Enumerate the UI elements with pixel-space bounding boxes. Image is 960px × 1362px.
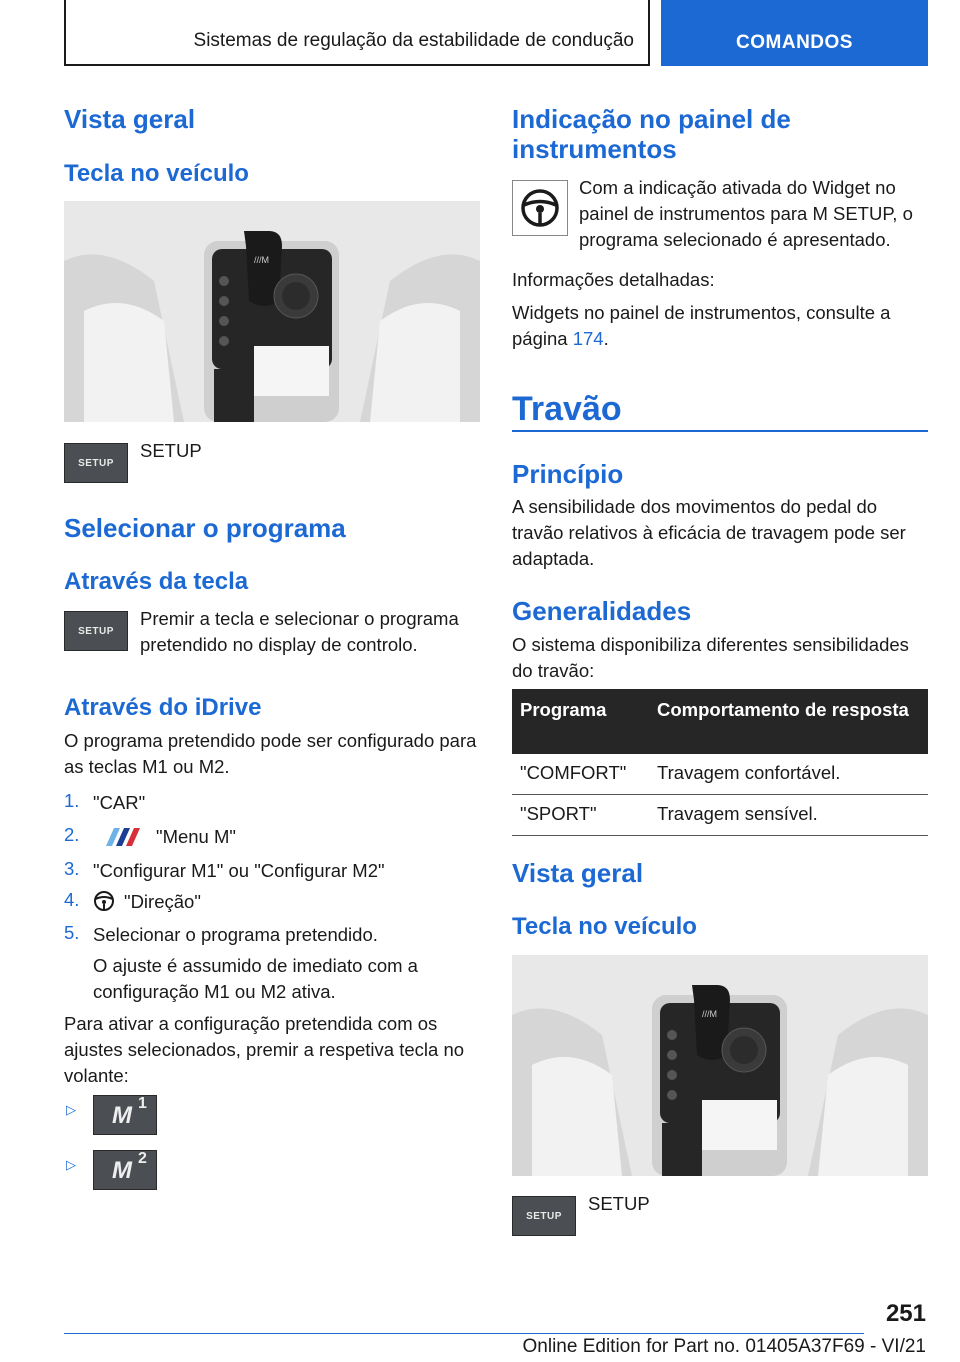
- steering-wheel-icon: [93, 890, 115, 912]
- step-number: 4.: [64, 889, 80, 910]
- table-cell: Travagem confortável.: [649, 754, 928, 795]
- table-cell: "COMFORT": [512, 754, 649, 795]
- via-key-text: Premir a tecla e selecionar o programa pretendido no display de controlo.: [140, 608, 459, 655]
- step-text: Selecionar o programa pretendido.: [93, 924, 378, 945]
- console-image: [64, 201, 480, 422]
- header-title-box: [64, 0, 650, 66]
- setup-key-label-2: SETUP: [78, 625, 114, 637]
- setup-key-icon: [64, 443, 128, 483]
- m1-button-icon: [93, 1095, 157, 1135]
- via-idrive-heading: Através do iDrive: [64, 694, 262, 721]
- footer-edition: Online Edition for Part no. 01405A37F69 - VI/21: [522, 1336, 926, 1357]
- details-label: Informações detalhadas:: [512, 269, 715, 290]
- overview-heading: Vista geral: [64, 104, 196, 134]
- bullet-triangle: ▷: [66, 1102, 76, 1117]
- m1-sup: 1: [138, 1095, 147, 1112]
- m2-button-icon: [93, 1150, 157, 1190]
- table-header: Comportamento de resposta: [649, 689, 928, 754]
- details-text-prefix: Widgets no painel de instrumentos, consulte a página: [512, 302, 891, 349]
- console-image-2: [512, 955, 928, 1176]
- step-number: 3.: [64, 858, 80, 879]
- display-heading: Indicação no painel de instrumentos: [512, 104, 791, 164]
- principle-heading: Princípio: [512, 459, 624, 489]
- step-number: 5.: [64, 922, 80, 943]
- brake-table: [512, 689, 928, 836]
- setup-caption: SETUP: [140, 440, 202, 461]
- general-text: O sistema disponibiliza diferentes sensibilidades do travão:: [512, 634, 909, 681]
- via-idrive-text: O programa pretendido pode ser configurado para as teclas M1 ou M2.: [64, 730, 477, 777]
- table-header: Programa: [512, 689, 649, 754]
- m2-sup: 2: [138, 1150, 147, 1167]
- key-heading-2: Tecla no veículo: [512, 913, 697, 940]
- header-section-tab[interactable]: [661, 0, 928, 66]
- select-program-heading: Selecionar o programa: [64, 513, 346, 543]
- page-number: 251: [885, 1300, 926, 1327]
- step-text: "Configurar M1" ou "Configurar M2": [93, 860, 385, 881]
- general-heading: Generalidades: [512, 596, 692, 626]
- m2-label: M: [112, 1157, 132, 1184]
- header-section-label: COMANDOS: [736, 32, 853, 53]
- table-cell: Travagem sensível.: [649, 795, 928, 836]
- setup-key-icon-3: [512, 1196, 576, 1236]
- step-number: 1.: [64, 790, 80, 811]
- brake-heading: Travão: [512, 390, 622, 428]
- table-row: [512, 754, 928, 795]
- principle-text: A sensibilidade dos movimentos do pedal do travão relativos à eficácia de travagem pode ser adaptada.: [512, 496, 906, 569]
- m1-label: M: [112, 1102, 132, 1129]
- page-link[interactable]: 174: [572, 328, 604, 349]
- key-heading: Tecla no veículo: [64, 160, 249, 187]
- setup-key-icon-2: [64, 611, 128, 651]
- setup-key-label-3: SETUP: [526, 1210, 562, 1222]
- step5-note: O ajuste é assumido de imediato com a configuração M1 ou M2 ativa.: [93, 955, 418, 1002]
- footer-rule: [64, 1333, 864, 1334]
- brake-rule: [512, 430, 928, 432]
- table-cell: "SPORT": [512, 795, 649, 836]
- display-text: Com a indicação ativada do Widget no painel de instrumentos para M SETUP, o programa selecionado é apresentado.: [579, 177, 913, 250]
- step-text: "CAR": [93, 792, 146, 813]
- steering-wheel-display-icon: [512, 180, 568, 236]
- step-text: "Direção": [124, 891, 201, 912]
- details-text: [512, 300, 928, 352]
- details-text-suffix: .: [603, 328, 609, 349]
- m-stripes-icon: [100, 828, 148, 846]
- setup-caption-2: SETUP: [588, 1193, 650, 1214]
- table-row: [512, 795, 928, 836]
- activate-text: Para ativar a configuração pretendida com os ajustes selecionados, premir a respetiva tecla no volante:: [64, 1013, 465, 1086]
- svg-text:///M: ///M: [702, 1009, 717, 1019]
- step-number: 2.: [64, 824, 80, 845]
- via-key-heading: Através da tecla: [64, 568, 249, 595]
- header-divider: [648, 0, 650, 66]
- overview-heading-2: Vista geral: [512, 858, 644, 888]
- setup-key-label: SETUP: [78, 457, 114, 469]
- step-text: "Menu M": [156, 826, 236, 847]
- console-illustration-2: [512, 955, 928, 1176]
- bullet-triangle: ▷: [66, 1157, 76, 1172]
- svg-text:///M: ///M: [254, 255, 269, 265]
- header-title: Sistemas de regulação da estabilidade de condução: [193, 30, 634, 51]
- console-illustration: [64, 201, 480, 422]
- page-header: [64, 0, 928, 66]
